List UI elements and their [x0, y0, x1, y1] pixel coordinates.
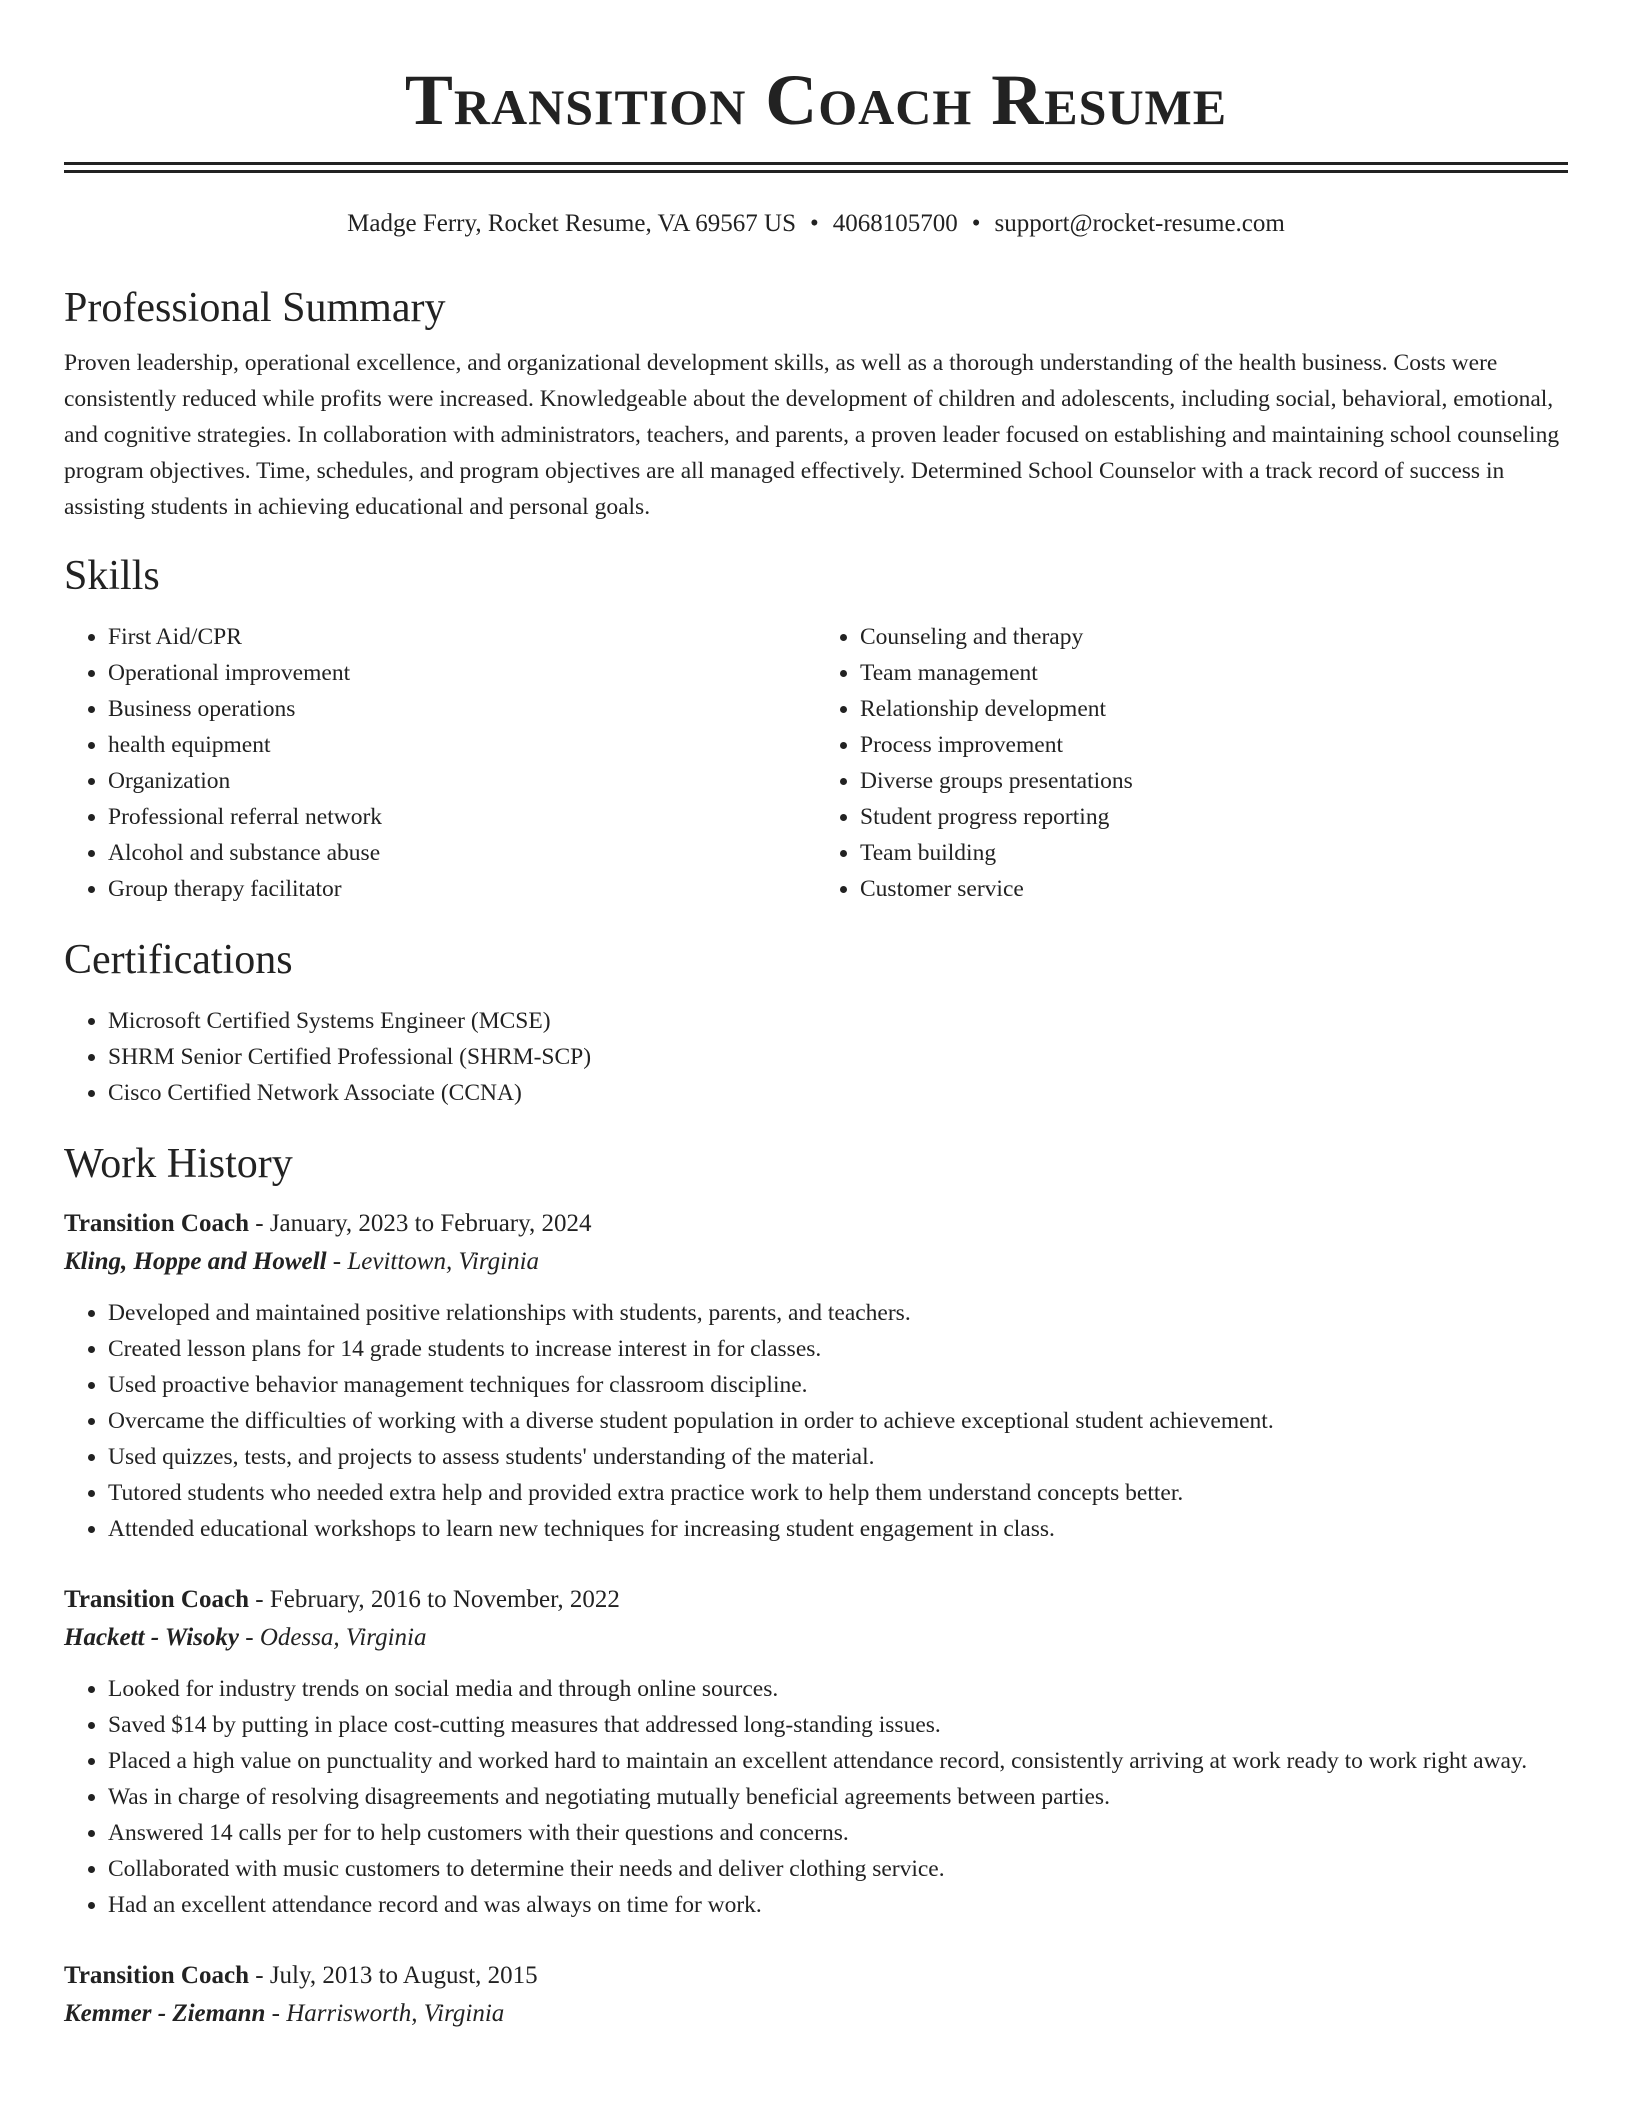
job-entry — [64, 1205, 1568, 1547]
certifications-section — [64, 935, 1568, 1111]
job-dates: February, 2016 to November, 2022 — [269, 1586, 620, 1613]
job-bullet: • Developed and maintained positive relationships with students, parents, and teachers. — [108, 1295, 1568, 1331]
job-dates: January, 2023 to February, 2024 — [269, 1210, 592, 1237]
skills-list-right — [816, 619, 1568, 907]
job-entry — [64, 1957, 1568, 2033]
job-company-line: Kling, Hoppe and Howell - Levittown, Virginia — [64, 1248, 540, 1275]
section-heading: Skills — [64, 553, 160, 599]
contact-phone: 4068105700 — [832, 210, 958, 237]
job-bullet: • Had an excellent attendance record and was always on time for work. — [108, 1887, 1568, 1923]
job-bullet: • Collaborated with music customers to determine their needs and deliver clothing service. — [108, 1851, 1568, 1887]
title-double-rule — [64, 162, 1568, 173]
skills-list-left — [64, 619, 816, 907]
skill-item: • Operational improvement — [108, 655, 816, 691]
job-company: Kling, Hoppe and Howell — [64, 1248, 327, 1275]
job-company-line: Hackett - Wisoky - Odessa, Virginia — [64, 1624, 427, 1651]
job-bullet: • Answered 14 calls per for to help customers with their questions and concerns. — [108, 1815, 1568, 1851]
job-bullet: • Overcame the difficulties of working with a diverse student population in order to achieve exceptional student achievement. — [108, 1403, 1568, 1439]
professional-summary-section — [64, 283, 1568, 525]
job-company: Hackett - Wisoky — [64, 1624, 239, 1651]
skill-item: • Alcohol and substance abuse — [108, 835, 816, 871]
job-title: Transition Coach — [64, 1586, 249, 1613]
skill-item: • Team management — [860, 655, 1568, 691]
section-heading: Certifications — [64, 937, 293, 983]
job-bullets — [64, 1671, 1568, 1923]
skills-section — [64, 551, 1568, 907]
skill-item: • Organization — [108, 763, 816, 799]
skill-item: • Team building — [860, 835, 1568, 871]
summary-text: Proven leadership, operational excellence, and organizational development skills, as well as a thorough understanding of the health business. Costs were consistently reduced while profits were increased. Knowledgeable about the development of children and adolescents, including social, behavioral, emotional, and cognitive strategies. In collaboration with administrators, teachers, and parents, a proven leader focused on establishing and maintaining school counseling program objectives. Time, schedules, and program objectives are all managed effectively. Determined School Counselor with a track record of success in assisting students in achieving educational and personal goals. — [64, 350, 1560, 520]
job-company-line: Kemmer - Ziemann - Harrisworth, Virginia — [64, 2000, 505, 2027]
job-entry — [64, 1581, 1568, 1923]
job-bullet: • Placed a high value on punctuality and worked hard to maintain an excellent attendance record, consistently arriving at work ready to work right away. — [108, 1743, 1568, 1779]
resume-title: Transition Coach Resume — [404, 60, 1228, 140]
skill-item: • health equipment — [108, 727, 816, 763]
skills-columns — [64, 619, 1568, 907]
contact-line — [64, 209, 1568, 239]
skill-item: • Diverse groups presentations — [860, 763, 1568, 799]
skill-item: • Student progress reporting — [860, 799, 1568, 835]
job-bullet: • Created lesson plans for 14 grade students to increase interest in for classes. — [108, 1331, 1568, 1367]
job-dates: July, 2013 to August, 2015 — [269, 1962, 538, 1989]
certification-item: • Microsoft Certified Systems Engineer (MCSE) — [108, 1003, 1568, 1039]
job-bullet: • Tutored students who needed extra help and provided extra practice work to help them understand concepts better. — [108, 1475, 1568, 1511]
job-title: Transition Coach — [64, 1210, 249, 1237]
skill-item: • First Aid/CPR — [108, 619, 816, 655]
skill-item: • Professional referral network — [108, 799, 816, 835]
skill-item: • Process improvement — [860, 727, 1568, 763]
job-bullet: • Looked for industry trends on social media and through online sources. — [108, 1671, 1568, 1707]
certification-item: • Cisco Certified Network Associate (CCNA) — [108, 1075, 1568, 1111]
job-company: Kemmer - Ziemann — [64, 2000, 266, 2027]
certification-item: • SHRM Senior Certified Professional (SHRM-SCP) — [108, 1039, 1568, 1075]
skill-item: • Counseling and therapy — [860, 619, 1568, 655]
job-title: Transition Coach — [64, 1962, 249, 1989]
section-heading: Work History — [64, 1141, 293, 1187]
certifications-list — [64, 1003, 1568, 1111]
job-bullet: • Used proactive behavior management techniques for classroom discipline. — [108, 1367, 1568, 1403]
job-bullets — [64, 1295, 1568, 1547]
job-title-line: Transition Coach - January, 2023 to February, 2024 — [64, 1210, 592, 1237]
job-title-line: Transition Coach - February, 2016 to November, 2022 — [64, 1586, 620, 1613]
resume-page — [64, 0, 1568, 2033]
job-title-line: Transition Coach - July, 2013 to August, 2015 — [64, 1962, 538, 1989]
skill-item: • Relationship development — [860, 691, 1568, 727]
job-bullet: • Saved $14 by putting in place cost-cutting measures that addressed long-standing issues. — [108, 1707, 1568, 1743]
contact-separator: • — [971, 210, 981, 237]
skill-item: • Group therapy facilitator — [108, 871, 816, 907]
contact-separator: • — [810, 210, 819, 237]
job-bullet: • Attended educational workshops to learn new techniques for increasing student engagement in class. — [108, 1511, 1568, 1547]
section-heading: Professional Summary — [64, 285, 446, 331]
contact-address: Madge Ferry, Rocket Resume, VA 69567 US — [347, 210, 796, 237]
job-bullet: • Was in charge of resolving disagreements and negotiating mutually beneficial agreements between parties. — [108, 1779, 1568, 1815]
work-history-section — [64, 1139, 1568, 2033]
skill-item: • Customer service — [860, 871, 1568, 907]
job-location: Levittown, Virginia — [347, 1248, 540, 1275]
job-location: Odessa, Virginia — [259, 1624, 427, 1651]
job-location: Harrisworth, Virginia — [286, 2000, 505, 2027]
job-bullet: • Used quizzes, tests, and projects to assess students' understanding of the material. — [108, 1439, 1568, 1475]
skill-item: • Business operations — [108, 691, 816, 727]
contact-email: support@rocket-resume.com — [994, 210, 1285, 237]
